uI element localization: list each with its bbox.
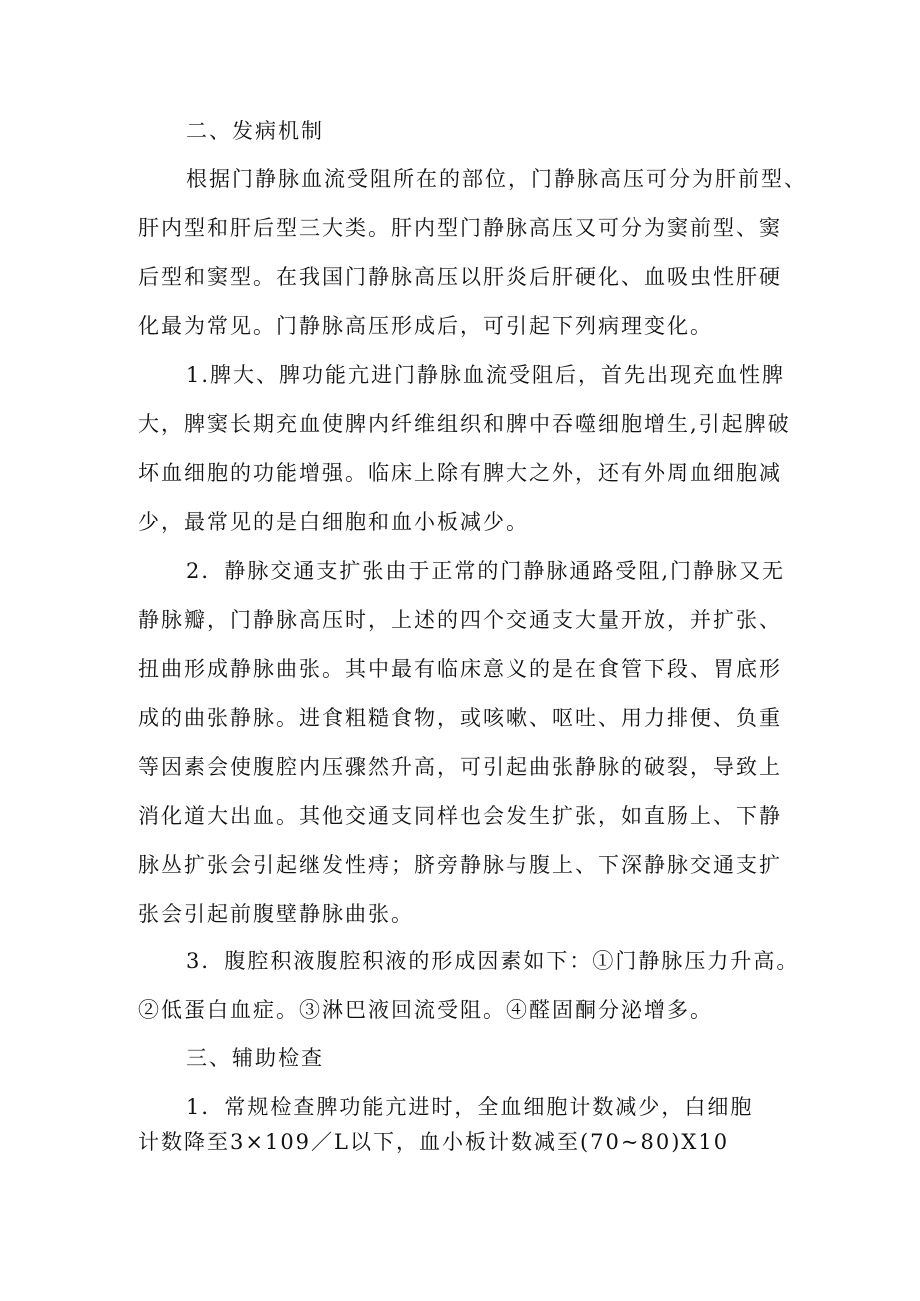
paragraph-line: 成的曲张静脉。进食粗糙食物，或咳嗽、呕吐、用力排便、负重 (138, 706, 782, 730)
paragraph-line: 肝内型和肝后型三大类。肝内型门静脉高压又可分为窦前型、窦 (138, 216, 782, 240)
paragraph-line: ②低蛋白血症。③淋巴液回流受阻。④醛固酮分泌增多。 (138, 998, 713, 1022)
paragraph-line: 扭曲形成静脉曲张。其中最有临床意义的是在食管下段、胃底形 (138, 657, 782, 681)
paragraph-line: 消化道大出血。其他交通支同样也会发生扩张，如直肠上、下静 (138, 804, 782, 828)
section-heading: 三、辅助检查 (186, 1046, 324, 1070)
paragraph-line: 张会引起前腹壁静脉曲张。 (138, 902, 414, 926)
paragraph-line: 1．常规检查脾功能亢进时，全血细胞计数减少，白细胞 (186, 1095, 754, 1119)
paragraph-line: 等因素会使腹腔内压骤然升高，可引起曲张静脉的破裂，导致上 (138, 755, 782, 779)
paragraph-line: 根据门静脉血流受阻所在的部位，门静脉高压可分为肝前型、 (186, 167, 807, 191)
paragraph-line: 3．腹腔积液腹腔积液的形成因素如下：①门静脉压力升高。 (186, 949, 800, 973)
paragraph-line: 计数降至3×109／L以下，血小板计数减至(70~80)X10 (138, 1130, 730, 1154)
section-heading: 二、发病机制 (186, 119, 324, 143)
paragraph-line: 2．静脉交通支扩张由于正常的门静脉通路受阻,门静脉又无 (186, 559, 786, 583)
paragraph-line: 脉丛扩张会引起继发性痔；脐旁静脉与腹上、下深静脉交通支扩 (138, 853, 782, 877)
paragraph-line: 坏血细胞的功能增强。临床上除有脾大之外，还有外周血细胞减 (138, 461, 782, 485)
paragraph-line: 静脉瓣，门静脉高压时，上述的四个交通支大量开放，并扩张、 (138, 608, 782, 632)
paragraph-line: 化最为常见。门静脉高压形成后，可引起下列病理变化。 (138, 314, 713, 338)
paragraph-line: 后型和窦型。在我国门静脉高压以肝炎后肝硬化、血吸虫性肝硬 (138, 265, 782, 289)
paragraph-line: 1.脾大、脾功能亢进门静脉血流受阻后，首先出现充血性脾 (186, 363, 786, 387)
paragraph-line: 少，最常见的是白细胞和血小板减少。 (138, 510, 529, 534)
paragraph-line: 大，脾窦长期充血使脾内纤维组织和脾中吞噬细胞增生,引起脾破 (138, 412, 791, 436)
